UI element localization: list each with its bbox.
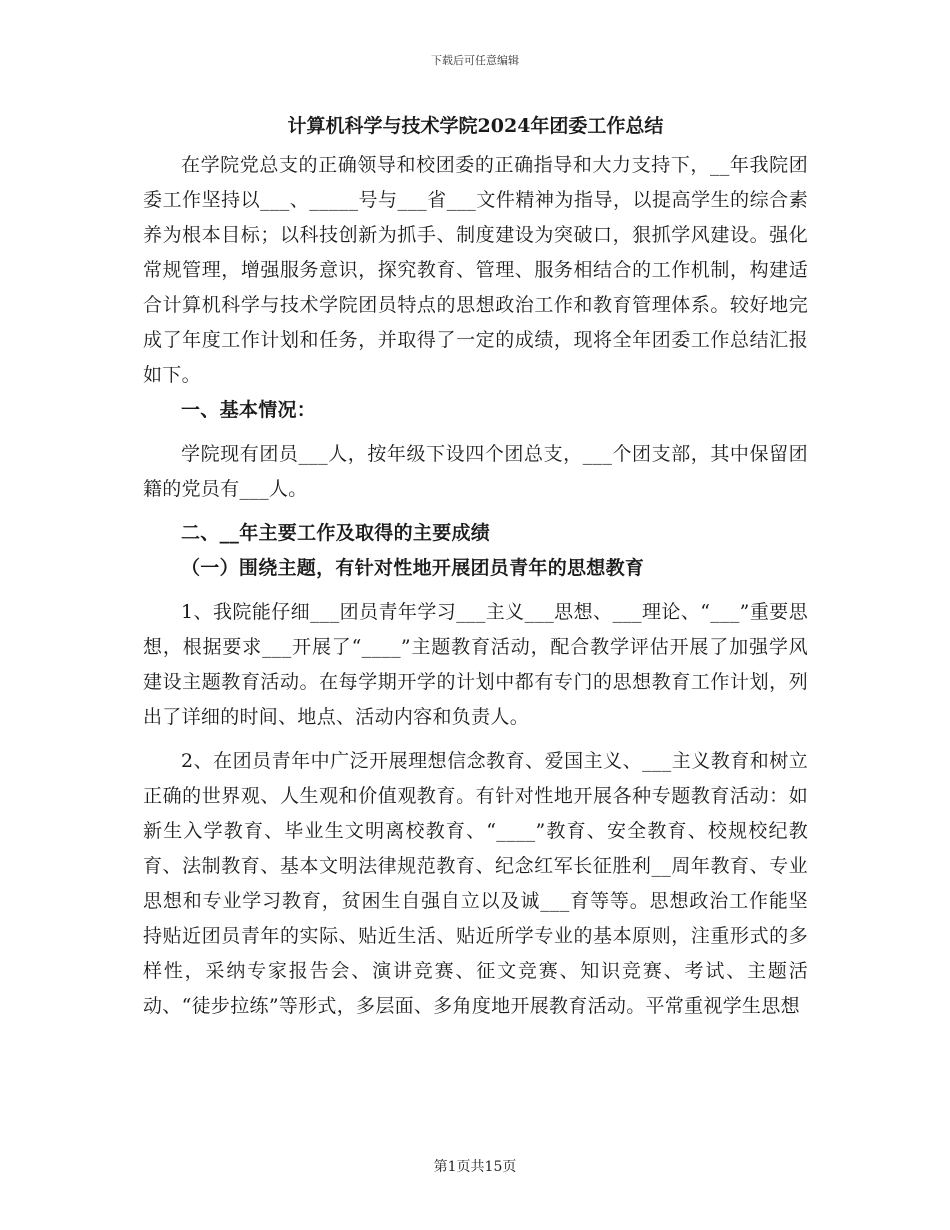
document-title: 计算机科学与技术学院2024年团委工作总结 <box>287 115 664 137</box>
header-note: 下载后可任意编辑 <box>431 54 519 67</box>
document-body <box>143 148 808 1024</box>
section-heading-basic-situation: 一、基本情况： <box>181 399 317 421</box>
intro-paragraph: 在学院党总支的正确领导和校团委的正确指导和大力支持下，__年我院团委工作坚持以___、_____号与___省___文件精神为指导，以提高学生的综合素养为根本目标；以科技创新为抓手、制度建设为突破口，狠抓学风建设。强化常规管理，增强服务意识，探究教育、管理、服务相结合的工作机制，构建适合计算机科学与技术学院团员特点的思想政治工作和教育管理体系。较好地完成了年度工作计划和任务，并取得了一定的成绩，现将全年团委工作总结汇报如下。 <box>143 154 808 386</box>
section-heading-main-work: 二、__年主要工作及取得的主要成绩 <box>181 522 491 544</box>
item-2-paragraph: 2、在团员青年中广泛开展理想信念教育、爱国主义、___主义教育和树立正确的世界观、人生观和价值观教育。有针对性地开展各种专题教育活动：如新生入学教育、毕业生文明离校教育、“____”教育、安全教育、校规校纪教育、法制教育、基本文明法律规范教育、纪念红军长征胜利__周年教育、专业思想和专业学习教育，贫困生自强自立以及诚___育等等。思想政治工作能坚持贴近团员青年的实际、贴近生活、贴近所学专业的基本原则，注重形式的多样性，采纳专家报告会、演讲竞赛、征文竞赛、知识竞赛、考试、主题活动、“徒步拉练”等形式，多层面、多角度地开展教育活动。平常重视学生思想 <box>143 750 808 1017</box>
subsection-heading-ideological-education: （一）围绕主题，有针对性地开展团员青年的思想教育 <box>181 557 645 579</box>
item-1-paragraph: 1、我院能仔细___团员青年学习___主义___思想、___理论、“___”重要思想，根据要求___开展了“____”主题教育活动，配合教学评估开展了加强学风建设主题教育活动。在每学期开学的计划中都有专门的思想教育工作计划，列出了详细的时间、地点、活动内容和负责人。 <box>143 601 808 728</box>
page-footer: 第1页共15页 <box>433 1159 517 1175</box>
document-page <box>143 108 808 1024</box>
basic-situation-paragraph: 学院现有团员___人，按年级下设四个团总支，___个团支部，其中保留团籍的党员有___人。 <box>143 443 808 500</box>
